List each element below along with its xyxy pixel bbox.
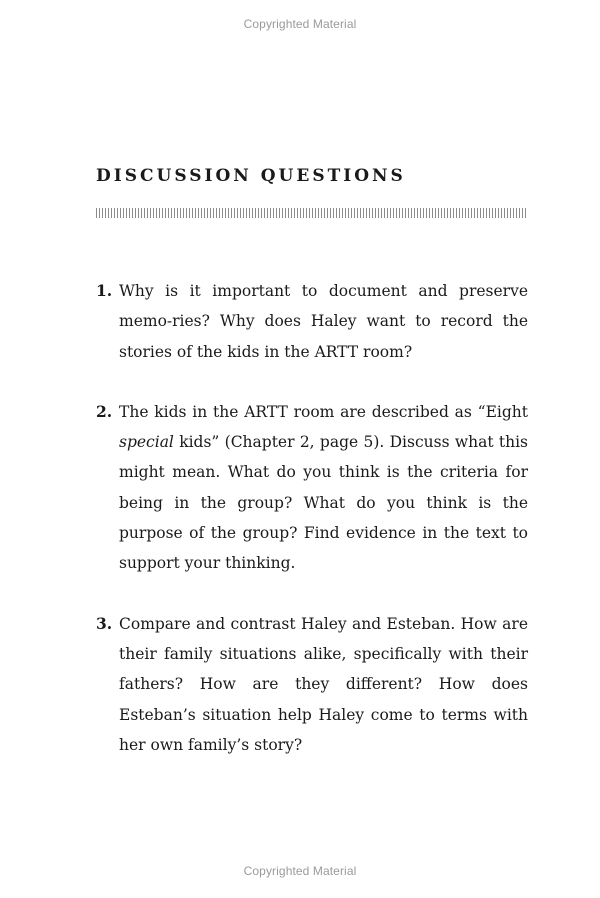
question-number: 2. [96, 401, 113, 421]
decorative-divider [96, 208, 526, 218]
copyright-watermark-bottom: Copyrighted Material [243, 864, 357, 878]
question-text-part: kids” (Chapter 2, page 5). Discuss what this might mean. What do you think is the criteria for being in the group? What do you think is the purpose of the group? Find evidence in the text to support your thinking. [119, 433, 528, 573]
question-text: Compare and contrast Haley and Esteban. How are their family situations alike, specifically with their fathers? How are they different? How does Esteban’s situation help Haley come to terms with her own family’s story? [119, 614, 528, 754]
question-text: Why is it important to document and preserve memo-ries? Why does Haley want to record the stories of the kids in the ARTT room? [119, 282, 528, 361]
question-item [96, 276, 528, 367]
question-text [119, 403, 528, 572]
emphasized-word: special [119, 433, 174, 452]
copyright-watermark-top: Copyrighted Material [243, 17, 357, 31]
question-number: 3. [96, 613, 113, 633]
questions-list [96, 276, 528, 760]
question-item [96, 397, 528, 579]
question-number: 1. [96, 281, 113, 300]
page-title: DISCUSSION QUESTIONS [96, 166, 406, 186]
question-item [96, 609, 528, 760]
question-text-part: The kids in the ARTT room are described as “Eight [119, 402, 528, 421]
